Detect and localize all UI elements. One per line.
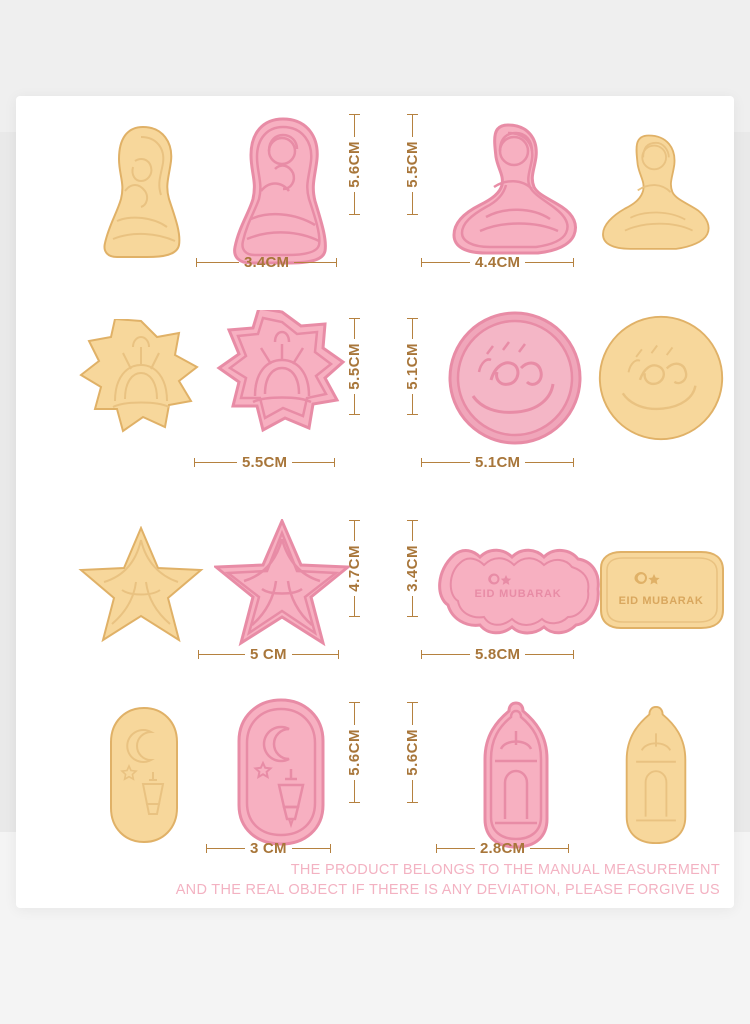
dimension-r1-height-left xyxy=(346,114,363,244)
dimension-cap-right xyxy=(338,650,339,659)
eid-mubarak-plaque-stamp xyxy=(428,536,608,646)
dimension-bar xyxy=(292,654,338,655)
moon-lantern-cookie xyxy=(86,700,201,850)
praying-hands-stamp xyxy=(208,302,356,452)
dimension-label: 3 CM xyxy=(250,840,287,857)
star-stamp-icon xyxy=(214,519,350,649)
dimension-bar xyxy=(354,780,355,802)
dimension-label: 5.5CM xyxy=(242,454,288,471)
plaque-text: EID MUBARAK xyxy=(618,595,704,607)
star-cookie-icon xyxy=(78,526,204,646)
dimension-bar xyxy=(354,596,355,616)
dimension-bar xyxy=(199,654,245,655)
dimension-bar xyxy=(530,848,568,849)
dimension-label: 5 CM xyxy=(250,646,287,663)
lantern-stamp xyxy=(456,696,576,854)
dimension-label: 2.8CM xyxy=(480,840,526,857)
eid-mubarak-plaque-cookie-icon xyxy=(591,548,731,632)
dimension-cap-right xyxy=(568,844,569,853)
dimension-r2-width-right xyxy=(421,454,574,471)
dimension-bar xyxy=(412,115,413,137)
praying-person-cookie-icon xyxy=(91,121,191,261)
dimension-bar xyxy=(422,654,470,655)
dimension-cap-right xyxy=(573,458,574,467)
moon-lantern-stamp xyxy=(216,692,346,852)
praying-person-stamp xyxy=(211,108,351,273)
praying-person-stamp-icon xyxy=(225,115,337,267)
dimension-bar xyxy=(412,192,413,214)
product-grid xyxy=(16,96,734,908)
disclaimer xyxy=(176,860,720,900)
dimension-label: 4.4CM xyxy=(475,254,521,271)
dimension-bar xyxy=(412,780,413,802)
dimension-label: 5.6CM xyxy=(346,729,363,776)
reading-person-cookie-icon xyxy=(592,130,720,258)
dimension-label: 5.6CM xyxy=(346,141,363,188)
dimension-r2-height-right xyxy=(404,318,421,442)
dimension-bar xyxy=(525,262,573,263)
dimension-r3-width-left xyxy=(198,646,339,663)
plaque-text: EID MUBARAK xyxy=(474,588,562,600)
calligraphy-round-stamp xyxy=(441,304,589,452)
praying-person-cookie xyxy=(76,116,206,266)
dimension-bar xyxy=(354,319,355,339)
dimension-cap-bottom xyxy=(349,802,360,803)
dimension-r4-width-left xyxy=(206,840,331,857)
dimension-cap-bottom xyxy=(349,414,360,415)
disclaimer-line-1: THE PRODUCT BELONGS TO THE MANUAL MEASUREMENT xyxy=(290,862,720,878)
dimension-bar xyxy=(437,848,475,849)
dimension-bar xyxy=(354,394,355,414)
dimension-bar xyxy=(412,394,413,414)
dimension-label: 5.5CM xyxy=(404,141,421,188)
lantern-stamp-icon xyxy=(475,701,557,849)
dimension-label: 5.6CM xyxy=(404,729,421,776)
dimension-r3-height-right xyxy=(404,520,421,642)
dimension-cap-right xyxy=(330,844,331,853)
eid-mubarak-plaque-stamp-icon xyxy=(434,545,602,637)
dimension-cap-right xyxy=(573,650,574,659)
dimension-bar xyxy=(294,262,336,263)
dimension-bar xyxy=(412,319,413,339)
dimension-bar xyxy=(354,521,355,541)
dimension-cap-bottom xyxy=(349,214,360,215)
dimension-r4-height-right xyxy=(404,702,421,832)
dimension-label: 3.4CM xyxy=(244,254,290,271)
moon-lantern-stamp-icon xyxy=(233,697,329,847)
moon-lantern-cookie-icon xyxy=(105,706,183,844)
dimension-bar xyxy=(292,848,330,849)
reading-person-stamp xyxy=(436,112,596,270)
dimension-bar xyxy=(207,848,245,849)
dimension-cap-right xyxy=(336,258,337,267)
dimension-r1-width-right xyxy=(421,254,574,271)
dimension-bar xyxy=(292,462,334,463)
dimension-r1-width-left xyxy=(196,254,356,271)
dimension-label: 5.1CM xyxy=(404,343,421,390)
lantern-cookie xyxy=(596,700,716,850)
lantern-cookie-icon xyxy=(617,705,695,845)
dimension-bar xyxy=(195,462,237,463)
dimension-bar xyxy=(412,521,413,541)
dimension-bar xyxy=(197,262,239,263)
disclaimer-line-2: AND THE REAL OBJECT IF THERE IS ANY DEVIATION, PLEASE FORGIVE US xyxy=(175,882,720,898)
dimension-r2-height-left xyxy=(346,318,363,442)
praying-hands-cookie xyxy=(68,311,213,451)
calligraphy-round-cookie xyxy=(591,308,731,448)
dimension-cap-bottom xyxy=(407,616,418,617)
dimension-r2-width-left xyxy=(194,454,335,471)
dimension-r3-width-right xyxy=(421,646,574,663)
dimension-bar xyxy=(525,654,573,655)
dimension-bar xyxy=(354,115,355,137)
dimension-label: 5.8CM xyxy=(475,646,521,663)
dimension-label: 4.7CM xyxy=(346,545,363,592)
eid-mubarak-plaque-cookie xyxy=(586,540,736,640)
dimension-bar xyxy=(354,192,355,214)
star-stamp xyxy=(208,510,356,658)
dimension-label: 5.5CM xyxy=(346,343,363,390)
dimension-bar xyxy=(422,262,470,263)
dimension-cap-bottom xyxy=(407,214,418,215)
reading-person-stamp-icon xyxy=(446,121,586,261)
star-cookie xyxy=(68,516,213,656)
dimension-r4-width-right xyxy=(436,840,569,857)
dimension-bar xyxy=(354,703,355,725)
praying-hands-cookie-icon xyxy=(79,319,203,443)
dimension-r3-height-left xyxy=(346,520,363,642)
dimension-cap-right xyxy=(573,258,574,267)
dimension-bar xyxy=(422,462,470,463)
dimension-bar xyxy=(412,596,413,616)
calligraphy-round-cookie-icon xyxy=(596,313,726,443)
dimension-bar xyxy=(525,462,573,463)
dimension-r4-height-left xyxy=(346,702,363,832)
dimension-cap-bottom xyxy=(349,616,360,617)
praying-hands-stamp-icon xyxy=(215,310,349,444)
dimension-cap-bottom xyxy=(407,414,418,415)
dimension-cap-right xyxy=(334,458,335,467)
reading-person-cookie xyxy=(586,120,726,268)
dimension-cap-bottom xyxy=(407,802,418,803)
product-card xyxy=(16,96,734,908)
dimension-r1-height-right xyxy=(404,114,421,244)
dimension-label: 5.1CM xyxy=(475,454,521,471)
calligraphy-round-stamp-icon xyxy=(447,310,583,446)
dimension-label: 3.4CM xyxy=(404,545,421,592)
dimension-bar xyxy=(412,703,413,725)
